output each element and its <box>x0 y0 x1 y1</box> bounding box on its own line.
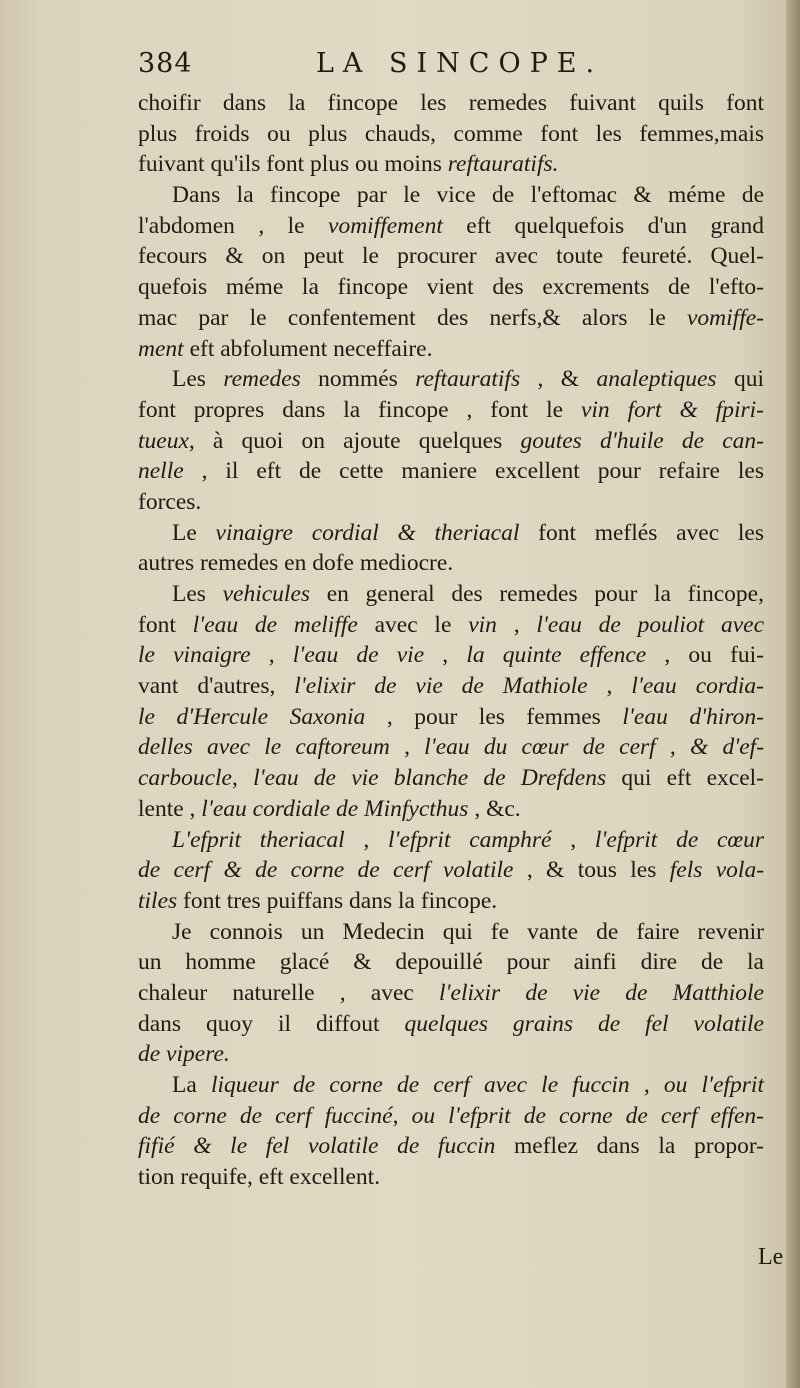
text-line: mac par le confentement des nerfs,& alors le vomiffe- <box>138 304 764 331</box>
text-line: le vinaigre , l'eau de vie , la quinte effence , ou fui- <box>138 642 765 669</box>
text-line: forces. <box>138 488 202 515</box>
text-line: Dans la fincope par le vice de l'eftomac & méme de <box>172 182 764 209</box>
text-line: delles avec le caftoreum , l'eau du cœur de cerf , & d'ef- <box>138 734 765 761</box>
page-edge <box>786 0 800 1388</box>
text-line: quefois méme la fincope vient des excrements de l'efto- <box>138 274 764 301</box>
text-line: de vipere. <box>138 1041 230 1068</box>
text-line: font l'eau de meliffe avec le vin , l'eau de pouliot avec <box>138 611 765 638</box>
text-line: Le vinaigre cordial & theriacal font meflés avec les <box>172 519 765 546</box>
text-line: chaleur naturelle , avec l'elixir de vie de Matthiole <box>138 979 764 1006</box>
text-line: dans quoy il diffout quelques grains de fel volatile <box>138 1010 764 1037</box>
text-line: Les remedes nommés reftauratifs , & analeptiques qui <box>172 366 765 393</box>
text-line: le d'Hercule Saxonia , pour les femmes l'eau d'hiron- <box>138 703 765 730</box>
running-title: LA SINCOPE. <box>316 48 604 79</box>
text-line: un homme glacé & depouillé pour ainfi dire de la <box>138 949 764 976</box>
text-line: Les vehicules en general des remedes pour la fincope, <box>172 581 764 607</box>
text-line: de cerf & de corne de cerf volatile , & tous les fels vola- <box>138 857 765 884</box>
text-line: tion requife, eft excellent. <box>138 1164 381 1191</box>
text-line: autres remedes en dofe mediocre. <box>138 550 454 577</box>
catchword: Le <box>758 1244 784 1270</box>
text-line: plus froids ou plus chauds, comme font les femmes,mais <box>138 120 764 147</box>
page-number: 384 <box>138 48 193 79</box>
text-line: ment eft abfolument neceffaire. <box>138 335 433 362</box>
text-line: fuivant qu'ils font plus ou moins reftauratifs. <box>138 151 559 178</box>
text-line: La liqueur de corne de cerf avec le fuccin , ou l'efprit <box>172 1072 764 1098</box>
text-line: tueux, à quoi on ajoute quelques goutes d'huile de can- <box>138 427 764 454</box>
text-line: font propres dans la fincope , font le vin fort & fpiri- <box>138 396 765 423</box>
running-header <box>138 48 758 88</box>
body-text <box>138 88 764 1193</box>
text-line: tiles font tres puiffans dans la fincope. <box>138 887 498 914</box>
text-line: Je connois un Medecin qui fe vante de faire revenir <box>172 918 764 945</box>
text-line: choifir dans la fincope les remedes fuivant quils font <box>138 90 764 116</box>
text-line: fecours & on peut le procurer avec toute feureté. Quel- <box>138 243 764 270</box>
text-line: carboucle, l'eau de vie blanche de Drefdens qui eft excel- <box>138 765 765 792</box>
text-line: nelle , il eft de cette maniere excellent pour refaire les <box>138 458 764 485</box>
text-line: vant d'autres, l'elixir de vie de Mathiole , l'eau cordia- <box>138 673 765 700</box>
text-line: l'abdomen , le vomiffement eft quelquefois d'un grand <box>138 212 764 239</box>
text-line: de corne de cerf fucciné, ou l'efprit de corne de cerf effen- <box>138 1102 764 1129</box>
text-line: lente , l'eau cordiale de Minfycthus , &c. <box>138 795 521 822</box>
text-line: fifié & le fel volatile de fuccin meflez dans la propor- <box>138 1133 764 1160</box>
text-line: L'efprit theriacal , l'efprit camphré , l'efprit de cœur <box>172 826 764 853</box>
